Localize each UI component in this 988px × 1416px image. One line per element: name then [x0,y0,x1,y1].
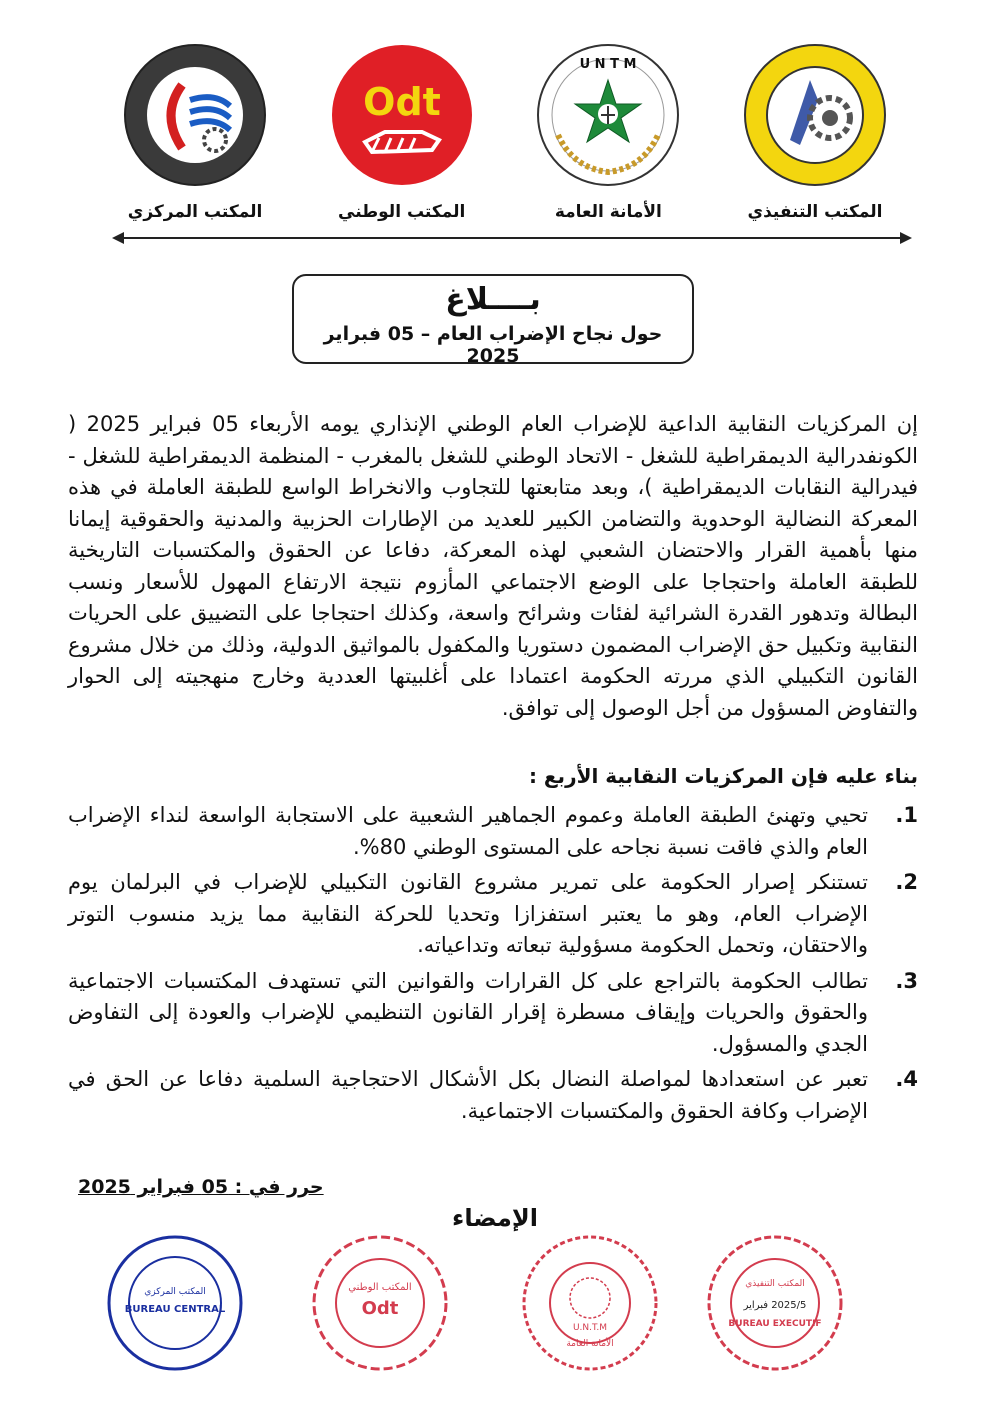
stamp-office: المكتب المركزي [144,1287,206,1297]
intro-paragraph: إن المركزيات النقابية الداعية للإضراب العام الوطني الإنذاري يومه الأربعاء 05 فبراير 2025 ( الكونفدرالية الديمقراطية للشغل - الاتحاد الوطني للشغل بالمغرب - المنظمة الديمقراطية للشغل - فيدرالية النقابات الديمقراطية )، وبعد متابعتها للتجاوب والانخراط الواسع للطبقة العاملة في هذه المعركة النضالية الوحدوية والتضامن الكبير للعديد من الإطارات الحزبية والمدنية والحقوقية إيمانا منها بأهمية القرار والاحتضان الشعبي لهذه المعركة، دفاعا عن الحقوق والمكتسبات التاريخية للطبقة العاملة واحتجاجا على الوضع الاجتماعي المأزوم نتيجة الارتفاع المهول للأسعار ونسب البطالة وتدهور القدرة الشرائية لفئات وشرائح واسعة، وكذلك احتجاجا على التضييق على الحريات النقابية وتكبيل حق الإضراب المضمون دستوريا والمكفول بالمواثيق الدولية، وذلك من خلال مشروع القانون التكبيلي الذي مررته الحكومة اعتمادا على أغلبيتها العددية وخارج منهجيته إلى الحوار والتفاوض المسؤول من أجل الوصول إلى توافق. [68,412,918,720]
list-item [68,1064,918,1127]
office-central [110,40,280,240]
stamp-office: الأمانة العامة [566,1339,614,1349]
communique-subtitle: حول نجاح الإضراب العام – 05 فبراير 2025 [323,323,663,367]
cdt-logo-icon [740,40,890,190]
point-number: 4. [895,1067,918,1091]
double-arrow-divider [112,228,912,248]
stamp-caption: BUREAU CENTRAL [124,1304,226,1315]
office-label: المكتب الوطني [338,202,466,222]
untm-letters: U N T M [579,57,637,72]
handwritten-date: 2025/5 فبراير [743,1300,807,1311]
office-general-secretariat [523,40,693,240]
fsd-logo-icon [120,40,270,190]
untm-stamp-icon [515,1228,665,1378]
list-item [68,966,918,1061]
stamp-caption: BUREAU EXECUTIF [728,1319,822,1329]
stamp-office: المكتب التنفيذي [745,1279,805,1289]
communique-title-box [292,274,694,367]
point-text: تطالب الحكومة بالتراجع على كل القرارات والقوانين التي تستهدف المكتسبات الاجتماعية والحقوق والحريات وإيقاف مسطرة إقرار القانون التنظيمي للإضراب والعودة إلى التفاوض الجدي والمسؤول. [68,968,868,1056]
list-item [68,800,918,863]
union-logos-header [110,40,900,240]
point-number: 1. [895,803,918,827]
office-executive [730,40,900,240]
point-number: 2. [895,870,918,894]
stamp-office: المكتب الوطني [348,1282,412,1293]
cdt-stamp-icon [700,1228,850,1378]
point-text: تحيي وتهنئ الطبقة العاملة وعموم الجماهير الشعبية على الاستجابة الواسعة لنداء الإضراب العام والذي فاقت نسبة نجاحه على المستوى الوطني 80%. [68,803,868,859]
fsd-stamp-icon [100,1228,250,1378]
office-national [317,40,487,240]
signature-heading: الإمضاء [452,1204,538,1232]
signed-date: حرر في : 05 فبراير 2025 [78,1176,324,1198]
odt-logo-icon [327,40,477,190]
point-text: تعبر عن استعدادها لمواصلة النضال بكل الأشكال الاحتجاجية السلمية دفاعا عن الحق في الإضراب وكافة الحقوق والمكتسبات الاجتماعية. [68,1067,868,1123]
stamp-caption: U.N.T.M [572,1323,608,1333]
odt-logo-text: Odt [362,80,441,124]
untm-logo-icon [533,40,683,190]
communique-title: بــــلاغ [445,282,541,317]
office-label: المكتب المركزي [127,202,263,222]
odt-stamp-icon [305,1228,455,1378]
point-text: تستنكر إصرار الحكومة على تمرير مشروع القانون التكبيلي للإضراب في البرلمان يوم الإضراب العام، وهو ما يعتبر استفزازا وتحديا للحركة النقابية مما يزيد منسوب التوتر والاحتقان، وتحمل الحكومة مسؤولية تبعاته وتداعياته. [68,870,868,957]
lead-in-heading: بناء عليه فإن المركزيات النقابية الأربع : [528,764,918,788]
office-label: الأمانة العامة [554,202,662,222]
point-number: 3. [895,968,918,993]
demands-list [68,800,918,1131]
stamp-caption: Odt [361,1298,399,1319]
stamps-row [100,1228,900,1388]
list-item [68,867,918,962]
office-label: المكتب التنفيذي [747,202,883,222]
